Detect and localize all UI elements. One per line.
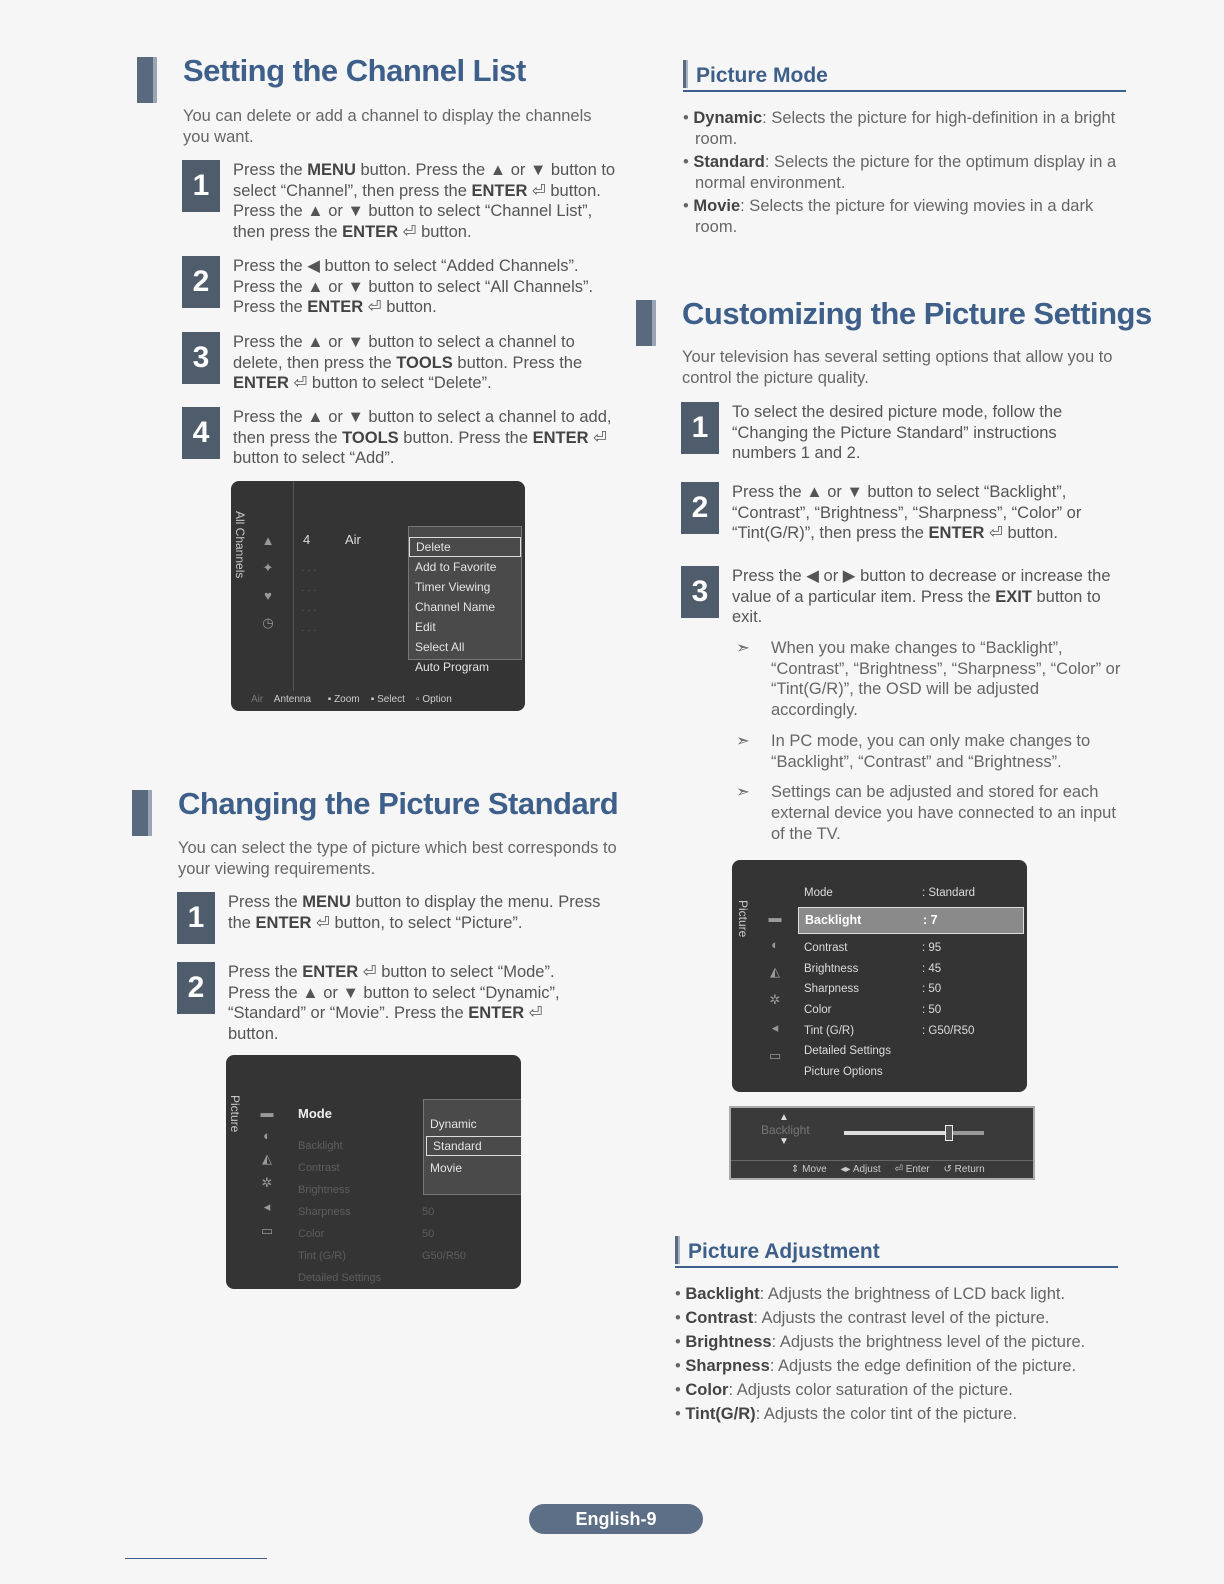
support-icon: ▭ <box>260 1223 274 1238</box>
backlight-slider-screen <box>729 1106 1035 1180</box>
slider-up-icon[interactable]: ▲ <box>779 1112 789 1123</box>
screen-side-label: Picture <box>228 1095 242 1133</box>
step-number: 2 <box>177 962 215 1014</box>
step-text: Press the ◀ or ▶ button to decrease or increase the value of a particular item. Press the EXIT button to exit. <box>732 567 1111 627</box>
antenna-icon: ▲ <box>261 533 275 548</box>
picture-adjustment-list <box>675 1284 1125 1428</box>
mode-options <box>423 1099 521 1195</box>
step-text: Press the ▲ or ▼ button to select a channel to add, then press the TOOLS button. Press the ENTER ⏎ button to select “Add”. <box>233 408 612 468</box>
menu-item-timer-viewing[interactable]: Timer Viewing <box>415 580 491 594</box>
screen-icons <box>764 910 786 1064</box>
menu-item-add-favorite[interactable]: Add to Favorite <box>415 560 497 574</box>
section-marker <box>137 57 157 103</box>
tools-menu <box>408 526 522 674</box>
sound-icon: ◐ <box>263 1128 271 1143</box>
list-item: • Tint(G/R): Adjusts the color tint of the picture. <box>675 1405 1018 1423</box>
menu-row-backlight[interactable]: Backlight : 7 <box>798 907 1024 934</box>
setup-icon: ✲ <box>769 992 781 1007</box>
dim-rows: · · · · · · · · · · · · <box>301 565 317 636</box>
step-number: 3 <box>681 566 719 618</box>
picture-icon: ▬ <box>260 1105 274 1120</box>
menu-row-tint[interactable]: Tint (G/R) : G50/R50 <box>804 1024 975 1037</box>
note-item: ➣ When you make changes to “Backlight”, “Contrast”, “Brightness”, “Sharpness”, “Color” or “Tint(G/R)”, the OSD will be adjusted accordingly. <box>736 639 1121 720</box>
input-icon: ◂ <box>263 1199 271 1214</box>
screen-icons <box>256 1105 278 1239</box>
setup-icon: ✲ <box>261 1175 273 1190</box>
option-icon: ▫ <box>416 694 420 705</box>
return-icon: ↺ <box>943 1164 952 1175</box>
option-dynamic[interactable]: Dynamic <box>430 1117 477 1131</box>
menu-row-brightness[interactable]: Brightness : 45 <box>804 962 942 975</box>
section-marker <box>636 300 656 346</box>
channel-list-screen <box>231 481 525 711</box>
footnote-rule <box>125 1558 267 1559</box>
intro-customizing: Your television has several setting options that allow you to control the picture quality. <box>682 348 1113 387</box>
heading-picture-adjustment: Picture Adjustment <box>675 1236 1118 1268</box>
step-text: Press the MENU button to display the menu. Press the ENTER ⏎ button, to select “Picture”. <box>228 893 601 932</box>
note-arrow-icon: ➣ <box>736 783 750 802</box>
list-item: • Color: Adjusts color saturation of the picture. <box>675 1381 1013 1399</box>
picture-settings-screen <box>732 860 1027 1092</box>
heading-marker <box>675 1236 680 1264</box>
menu-row-contrast[interactable]: Contrast : 95 <box>804 942 942 954</box>
dim-menu: Backlight Contrast Brightness Sharpness Color Tint (G/R) Detailed Settings <box>298 1140 382 1284</box>
step-text: Press the ▲ or ▼ button to select “Backlight”, “Contrast”, “Brightness”, “Sharpness”, “Color” or “Tint(G/R)”, then press the ENTER ⏎ button. <box>732 483 1082 543</box>
move-icon: ⇕ <box>791 1164 800 1175</box>
note-item: ➣ In PC mode, you can only make changes to “Backlight”, “Contrast” and “Brightness”. <box>736 731 1091 771</box>
intro-channel-list: You can delete or add a channel to display the channels you want. <box>183 107 592 146</box>
step-number: 1 <box>681 402 719 454</box>
support-icon: ▭ <box>768 1048 782 1063</box>
list-item: • Standard: Selects the picture for the optimum display in a normal environment. <box>683 153 1117 192</box>
heading-picture-standard: Changing the Picture Standard <box>178 786 619 821</box>
channel-icon: ◭ <box>262 1151 272 1166</box>
picture-mode-screen <box>226 1055 521 1289</box>
menu-row-mode[interactable]: Mode : Standard <box>804 887 976 899</box>
clock-icon: ◷ <box>262 615 274 630</box>
list-item: • Sharpness: Adjusts the edge definition of the picture. <box>675 1357 1077 1375</box>
option-standard[interactable]: Standard <box>426 1136 521 1156</box>
enter-icon: ⏎ <box>894 1164 903 1175</box>
channel-icon: ◭ <box>770 964 780 979</box>
heading-customizing: Customizing the Picture Settings <box>682 296 1152 331</box>
zoom-icon: ▪ <box>327 694 332 705</box>
slider-footer: ⇕ Move ◂▸ Adjust ⏎ Enter ↺ Return <box>791 1164 985 1175</box>
menu-item-delete[interactable]: Delete <box>409 537 521 557</box>
settings-menu <box>798 882 1024 1083</box>
channel-name: Air <box>345 532 361 547</box>
menu-item-channel-name-edit[interactable]: Channel Name Edit <box>415 600 496 634</box>
screen-footer: Air Antenna ▪ Zoom ▪ Select ▫ Option <box>251 694 452 705</box>
slider-down-icon[interactable]: ▼ <box>779 1136 789 1147</box>
menu-item-select-all[interactable]: Select All <box>415 640 465 654</box>
channel-number: 4 <box>303 532 311 547</box>
list-item: • Contrast: Adjusts the contrast level of the picture. <box>675 1309 1050 1327</box>
sound-icon: ◐ <box>771 937 779 952</box>
step-number: 3 <box>182 332 220 384</box>
picture-icon: ▬ <box>768 910 782 925</box>
list-item: • Brightness: Adjusts the brightness level of the picture. <box>675 1333 1086 1351</box>
list-item: • Dynamic: Selects the picture for high-definition in a bright room. <box>683 109 1116 148</box>
page-number: English-9 <box>529 1504 703 1534</box>
screen-side-label: Picture <box>736 900 750 938</box>
heading-picture-mode: Picture Mode <box>683 60 1126 92</box>
step-text: To select the desired picture mode, follow the “Changing the Picture Standard” instructions numbers 1 and 2. <box>732 403 1063 463</box>
step-number: 2 <box>681 482 719 534</box>
list-item: • Backlight: Adjusts the brightness of LCD back light. <box>675 1285 1066 1303</box>
step-number: 2 <box>182 256 220 308</box>
note-arrow-icon: ➣ <box>736 639 750 657</box>
intro-picture-standard: You can select the type of picture which best corresponds to your viewing requirements. <box>178 839 617 878</box>
step-text: Press the MENU button. Press the ▲ or ▼ button to select “Channel”, then press the ENTER ⏎ button. Press the ▲ or ▼ button to select “Channel List”, then press the ENTER ⏎ button. <box>233 161 616 242</box>
menu-row-sharpness[interactable]: Sharpness : 50 <box>804 983 942 996</box>
menu-item-auto-program[interactable]: Auto Program <box>415 660 490 674</box>
step-text: Press the ENTER ⏎ button to select “Mode”. Press the ▲ or ▼ button to select “Dynamic”, “Standard” or “Movie”. Press the ENTER ⏎ button. <box>228 963 560 1044</box>
note-arrow-icon: ➣ <box>736 731 750 750</box>
list-item: • Movie: Selects the picture for viewing movies in a dark room. <box>683 197 1094 236</box>
slider-thumb[interactable] <box>945 1125 953 1141</box>
slider-fill <box>844 1131 949 1135</box>
screen-icons <box>257 533 279 631</box>
slider-label: Backlight <box>761 1123 810 1137</box>
mode-label: Mode <box>298 1106 332 1121</box>
step-number: 1 <box>182 160 220 212</box>
picture-mode-list <box>683 108 1128 240</box>
menu-row-picture-options[interactable]: Picture Options <box>804 1066 883 1079</box>
menu-row-detailed-settings[interactable]: Detailed Settings <box>804 1045 891 1058</box>
section-marker <box>132 790 152 836</box>
notes-list <box>736 638 1128 854</box>
dim-values: 50 50 G50/R50 <box>422 1206 467 1262</box>
select-icon: ▪ <box>370 694 375 705</box>
step-text: Press the ◀ button to select “Added Channels”. Press the ▲ or ▼ button to select “All Channels”. Press the ENTER ⏎ button. <box>233 257 594 317</box>
note-item: ➣ Settings can be adjusted and stored for each external device you have connected to an input of the TV. <box>736 783 1116 843</box>
adjust-icon: ◂▸ <box>840 1164 851 1175</box>
step-number: 1 <box>177 892 215 944</box>
option-movie[interactable]: Movie <box>430 1161 463 1175</box>
menu-row-color[interactable]: Color : 50 <box>804 1004 942 1017</box>
heading-marker <box>683 60 688 88</box>
input-icon: ◂ <box>771 1020 779 1035</box>
heading-channel-list: Setting the Channel List <box>183 53 526 88</box>
slider-track[interactable] <box>844 1131 984 1135</box>
heart-icon: ♥ <box>264 588 272 603</box>
step-number: 4 <box>182 407 220 459</box>
screen-side-label: All Channels <box>233 511 247 579</box>
star-icon: ✦ <box>262 560 274 575</box>
step-text: Press the ▲ or ▼ button to select a channel to delete, then press the TOOLS button. Press the ENTER ⏎ button to select “Delete”. <box>233 333 583 393</box>
